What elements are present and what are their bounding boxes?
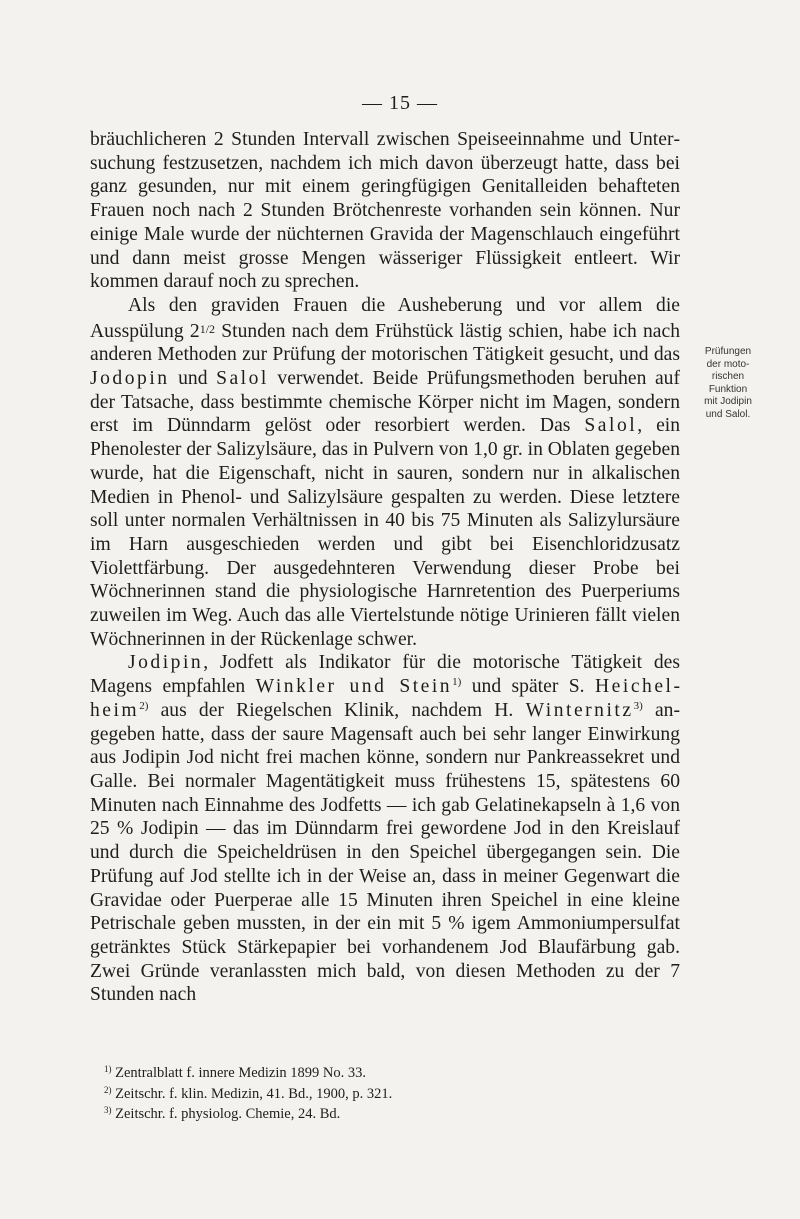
author-heichelheim: Heichelheim: [90, 676, 680, 721]
margin-note: [688, 346, 768, 421]
footnote-ref-1: 1): [452, 676, 462, 689]
footnote-1: $^{1)}$ Zentralblatt f. innere Medizin 1899 No. 33.: [104, 1064, 366, 1081]
paragraph-2: Als den graviden Frauen die Ausheberung und vor allem die Ausspülung $2^{1/2}$ Stunden nach dem Frühstück lästig schien, habe ich nach anderen Methoden zur Prüfung der motorischen Tätigkeit gesucht, und das Jodopin und Salol verwendet. Beide Prüfungsmethoden beruhen auf der Tatsache, dass bestimmte chemische Körper nicht im Magen, sondern erst im Dünndarm gelöst oder resorbiert werden. Das Salol, ein Phenolester der Salizylsäure, das in Pulvern von 1,0 gr. in Oblaten gegeben wurde, hat die Eigenschaft, nicht in sauren, sondern nur in alkalischen Medien in Phenol- und Salizylsäure gespalten zu werden. Diese letztere soll unter normalen Verhältnissen in 40 bis 75 Minuten als Salizylursäure im Harn ausgeschieden werden und gibt bei Eisenchloridzusatz Violettfärbung. Der ausgedehnteren Verwendung dieser Probe bei Wöchnerinnen stand die physiologische Harnretention des Puerperiums zuweilen im Weg. Auch das alle Viertelstunde nötige Urinieren fällt vielen Wöchnerinnen in der Rückenlage schwer.: [90, 294, 681, 650]
margin-note-line: rischen: [711, 371, 745, 382]
body-text: [90, 128, 680, 1007]
footnotes: [90, 1063, 690, 1125]
page-number: — 15 —: [362, 92, 438, 114]
fraction-half: 1/2: [199, 321, 216, 336]
margin-note-line: Prüfungen: [704, 346, 752, 357]
margin-note-line: der moto-: [706, 358, 750, 370]
paragraph-3: Jodipin, Jodfett als Indikator für die motorische Tätigkeit des Magens empfahlen Winkler und Stein$^{1)}$ und später S. Heichelheim$^{2)}$ aus der Riegelschen Klinik, nachdem H. Winternitz$^{3)}$ angegeben hatte, dass der saure Magensaft auch bei sehr langer Einwirkung aus Jodipin Jod nicht frei machen könne, sondern nur Pankreassekret und Galle. Bei normaler Magentätigkeit muss frühestens 15, spätestens 60 Minuten nach Einnahme des Jodfetts — ich gab Gelatinekapseln à 1,6 von 25 % Jodipin — das im Dünndarm frei gewordene Jod in den Kreislauf und durch die Speicheldrüsen in den Speichel übergegangen sein. Die Prüfung auf Jod stellte ich in der Weise an, dass in meiner Gegenwart die Gravidae oder Puerperae alle 15 Minuten ihren Speichel in eine kleine Petrischale geben mussten, in der ein mit 5 % igem Ammoniumpersulfat getränktes Stück Stärkepapier bei vorhandenem Jod Blaufärbung gab. Zwei Gründe veranlassten mich bald, von diesen Methoden zu der 7 Stunden nach: [90, 652, 680, 1006]
author-winkler: Winkler: [255, 676, 337, 698]
author-winternitz: Winternitz: [525, 699, 634, 721]
footnote-ref-2: 2): [139, 699, 149, 712]
footnote-ref-3: 3): [633, 699, 643, 712]
margin-note-line: und Salol.: [705, 408, 751, 420]
term-jodipin: Jodipin: [128, 652, 204, 674]
margin-note-line: mit Jodipin: [704, 396, 752, 407]
term-salol-2: Salol: [584, 415, 638, 437]
term-jodopin: Jodopin: [90, 368, 170, 390]
footnote-2: $^{2)}$ Zeitschr. f. klin. Medizin, 41. Bd., 1900, p. 321.: [104, 1084, 393, 1102]
term-salol: Salol: [216, 368, 269, 390]
author-stein: Stein: [399, 676, 453, 698]
footnote-3: $^{3)}$ Zeitschr. f. physiolog. Chemie, 24. Bd.: [104, 1105, 341, 1122]
margin-note-line: Funktion: [708, 383, 748, 395]
paragraph-1: bräuchlicheren 2 Stunden Intervall zwischen Speiseeinnahme und Untersuchung festzusetzen, nachdem ich mich davon überzeugt hatte, dass bei ganz gesunden, nur mit einem geringfügigen Genitalleiden behafteten Frauen noch nach 2 Stunden Brötchenreste vorhanden sein können. Nur einige Male wurde der nüchternen Gravida der Magenschlauch eingeführt und dann meist grosse Mengen wässeriger Flüssigkeit entleert. Wir kommen darauf noch zu sprechen.: [90, 129, 680, 293]
